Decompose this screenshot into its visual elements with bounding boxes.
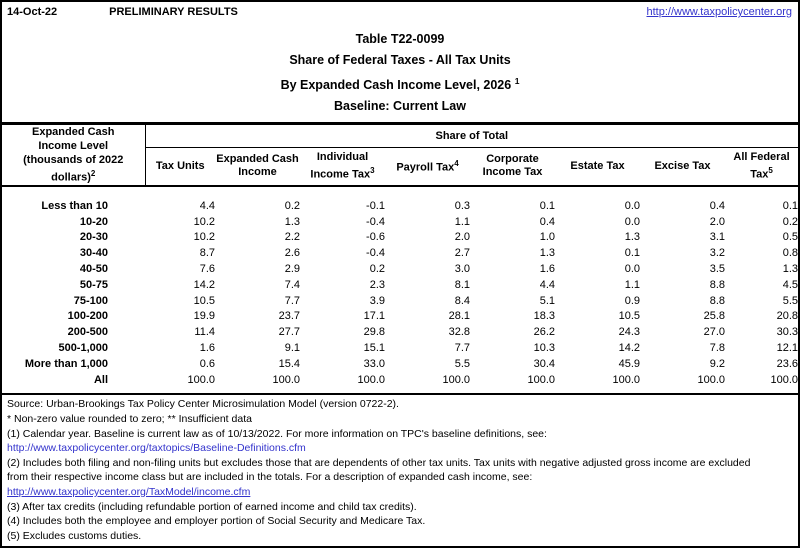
column-header — [640, 147, 725, 185]
header-line: All Federal — [733, 150, 790, 163]
value-cell: 0.3 — [454, 199, 470, 212]
value-cell: 19.9 — [193, 310, 215, 323]
value-cell: 100.0 — [357, 373, 385, 386]
report-date: 14-Oct-22 — [7, 6, 58, 18]
value-cell: 1.3 — [624, 231, 640, 244]
value-cell: 8.7 — [199, 247, 215, 260]
table-row — [2, 246, 798, 262]
value-cell: 100.0 — [272, 373, 300, 386]
footnote-ref-5: 5 — [768, 166, 773, 176]
row-label: 200-500 — [67, 326, 108, 339]
column-header — [145, 147, 215, 185]
row-label: 100-200 — [67, 310, 108, 323]
value-cell: 12.1 — [776, 341, 799, 354]
table-row — [2, 373, 798, 389]
column-header — [300, 147, 385, 185]
value-cell: 30.3 — [776, 326, 799, 339]
table-row — [2, 230, 798, 246]
row-label: 500-1,000 — [58, 341, 108, 354]
value-cell: 0.2 — [782, 215, 799, 228]
value-cell: 0.4 — [709, 199, 725, 212]
value-cell: 3.0 — [454, 263, 470, 275]
value-cell: 0.0 — [624, 215, 640, 228]
value-cell: 0.8 — [782, 247, 799, 260]
tpc-website-link[interactable]: http://www.taxpolicycenter.org — [646, 6, 792, 18]
value-cell: 5.5 — [782, 294, 799, 307]
row-label: 20-30 — [79, 231, 108, 244]
value-cell: 0.9 — [624, 294, 640, 307]
footnote-link[interactable]: http://www.taxpolicycenter.org/TaxModel/income.cfm — [7, 485, 251, 498]
top-bar — [2, 2, 798, 18]
value-cell: 4.4 — [539, 278, 555, 291]
value-cell: 0.6 — [199, 357, 215, 370]
value-cell: 2.2 — [284, 231, 300, 244]
value-cell: 0.1 — [624, 247, 640, 260]
header-line: Income Level — [38, 140, 109, 153]
preliminary-results-label: PRELIMINARY RESULTS — [109, 6, 238, 18]
footnote-line: (1) Calendar year. Baseline is current law as of 10/13/2022. For more information on TPC's baseline definitions, see: — [7, 427, 547, 440]
value-cell: 26.2 — [533, 326, 555, 339]
spacer — [2, 186, 798, 199]
value-cell: 7.8 — [709, 341, 725, 354]
header-line: Estate Tax — [570, 159, 625, 172]
value-cell: 23.7 — [278, 310, 300, 323]
value-cell: 100.0 — [187, 373, 215, 386]
value-cell: 23.6 — [776, 357, 799, 370]
value-cell: 25.8 — [703, 310, 725, 323]
header-line: Expanded Cash — [31, 126, 115, 139]
value-cell: 10.2 — [193, 215, 215, 228]
table-row — [2, 309, 798, 325]
value-cell: 0.1 — [782, 199, 799, 212]
row-label: More than 1,000 — [24, 357, 108, 370]
column-header — [215, 147, 300, 185]
value-cell: 2.0 — [709, 215, 725, 228]
footnote-line: (2) Includes both filing and non-filing units but excludes those that are dependents of other tax units. Tax units with negative adjusted gross income are excluded — [7, 456, 751, 469]
header-line: Corporate — [486, 152, 539, 165]
footnote-line: (5) Excludes customs duties. — [7, 529, 142, 542]
table-row — [2, 357, 798, 373]
value-cell: 1.1 — [454, 215, 470, 228]
value-cell: 3.1 — [709, 231, 725, 244]
value-cell: 0.1 — [539, 199, 555, 212]
value-cell: 1.6 — [539, 263, 555, 275]
value-cell: 100.0 — [612, 373, 640, 386]
table-row — [2, 325, 798, 341]
value-cell: 29.8 — [363, 326, 385, 339]
value-cell: 20.8 — [776, 310, 799, 323]
header-line: dollars)$^2$ — [51, 169, 96, 184]
value-cell: 0.0 — [624, 199, 640, 212]
table-number-title: Table T22-0099 — [355, 32, 445, 46]
header-line: Tax$^5$ — [750, 166, 773, 181]
value-cell: 2.3 — [369, 278, 385, 291]
table-row — [2, 278, 798, 294]
row-label: All — [93, 373, 108, 386]
value-cell: 0.5 — [782, 231, 799, 244]
value-cell: 8.4 — [454, 294, 470, 307]
table-row — [2, 341, 798, 357]
header-line: Expanded Cash — [216, 152, 299, 165]
value-cell: 3.5 — [709, 263, 725, 275]
value-cell: 0.2 — [369, 263, 385, 275]
header-line: Individual — [316, 150, 369, 163]
footnote-link-line — [7, 485, 793, 500]
value-cell: 15.1 — [363, 341, 385, 354]
footnote-line: (3) After tax credits (including refundable portion of earned income and child tax credits). — [7, 500, 417, 513]
value-cell: 17.1 — [363, 310, 385, 323]
share-of-total-header: Share of Total — [145, 125, 798, 147]
column-header — [470, 147, 555, 185]
row-label: 40-50 — [79, 263, 108, 275]
value-cell: 10.3 — [533, 341, 555, 354]
value-cell: -0.6 — [366, 231, 385, 244]
value-cell: 3.9 — [369, 294, 385, 307]
table-income-title — [2, 71, 798, 96]
footnote-link[interactable]: http://www.taxpolicycenter.org/taxtopics/Baseline-Definitions.cfm — [7, 442, 306, 455]
value-cell: 9.1 — [284, 341, 300, 354]
footnote-line: * Non-zero value rounded to zero; ** Insufficient data — [7, 412, 252, 425]
value-cell: 27.7 — [278, 326, 300, 339]
column-header — [385, 147, 470, 185]
header-line: Income Tax$^3$ — [310, 166, 375, 181]
value-cell: 1.0 — [539, 231, 555, 244]
value-cell: 1.6 — [199, 341, 215, 354]
row-label: Less than 10 — [41, 199, 108, 212]
value-cell: 7.6 — [199, 263, 215, 275]
value-cell: 30.4 — [533, 357, 555, 370]
value-cell: 2.0 — [454, 231, 470, 244]
title-block — [2, 29, 798, 117]
row-label: 10-20 — [79, 215, 108, 228]
value-cell: 28.1 — [448, 310, 470, 323]
value-cell: 1.3 — [782, 263, 799, 275]
footnote-ref-1: 1 — [514, 76, 520, 86]
value-cell: 32.8 — [448, 326, 470, 339]
value-cell: 7.7 — [454, 341, 470, 354]
value-cell: 100.0 — [442, 373, 470, 386]
table-income-title-text: By Expanded Cash Income Level, 2026 — [280, 78, 512, 93]
table-row — [2, 262, 798, 278]
value-cell: 7.4 — [284, 278, 300, 291]
column-header — [725, 147, 798, 185]
value-cell: 1.3 — [284, 215, 300, 228]
value-cell: -0.4 — [366, 247, 385, 260]
share-of-federal-taxes-table — [2, 125, 798, 395]
footnote-ref-2: 2 — [90, 169, 96, 179]
header-line: Tax Units — [155, 159, 205, 172]
value-cell: 24.3 — [618, 326, 640, 339]
footnote-ref-4: 4 — [454, 159, 459, 169]
value-cell: 33.0 — [363, 357, 385, 370]
value-cell: -0.4 — [366, 215, 385, 228]
value-cell: 7.7 — [284, 294, 300, 307]
value-cell: 4.4 — [199, 199, 215, 212]
value-cell: 10.2 — [193, 231, 215, 244]
value-cell: 2.6 — [284, 247, 300, 260]
header-line: Payroll Tax$^4$ — [396, 159, 459, 174]
value-cell: 10.5 — [618, 310, 640, 323]
value-cell: 8.1 — [454, 278, 470, 291]
row-label: 75-100 — [73, 294, 108, 307]
value-cell: 5.1 — [539, 294, 555, 307]
column-header — [555, 147, 640, 185]
value-cell: 9.2 — [709, 357, 725, 370]
table-row — [2, 294, 798, 310]
value-cell: -0.1 — [366, 199, 385, 212]
value-cell: 27.0 — [703, 326, 725, 339]
header-line: Income Tax — [482, 166, 543, 179]
value-cell: 8.8 — [709, 278, 725, 291]
header-line: Income — [238, 166, 277, 179]
value-cell: 14.2 — [618, 341, 640, 354]
row-label: 50-75 — [79, 278, 108, 291]
header-line: Excise Tax — [654, 159, 711, 172]
value-cell: 3.2 — [709, 247, 725, 260]
value-cell: 100.0 — [527, 373, 555, 386]
value-cell: 18.3 — [533, 310, 555, 323]
value-cell: 2.7 — [454, 247, 470, 260]
value-cell: 14.2 — [193, 278, 215, 291]
row-label: 30-40 — [79, 247, 108, 260]
footnotes-section — [2, 395, 798, 543]
footnote-line: (4) Includes both the employee and employer portion of Social Security and Medicare Tax. — [7, 515, 426, 528]
spacer — [2, 388, 798, 394]
value-cell: 100.0 — [770, 373, 799, 386]
value-cell: 0.0 — [624, 263, 640, 275]
value-cell: 5.5 — [454, 357, 470, 370]
table-subject-title: Share of Federal Taxes - All Tax Units — [289, 53, 511, 67]
income-level-column-header — [2, 125, 145, 186]
footnote-line: Source: Urban-Brookings Tax Policy Center Microsimulation Model (version 0722-2). — [7, 398, 399, 411]
value-cell: 2.9 — [284, 263, 300, 275]
footnote-line: from their respective income class but are included in the totals. For a description of expanded cash income, see: — [7, 471, 533, 484]
value-cell: 1.3 — [539, 247, 555, 260]
value-cell: 15.4 — [278, 357, 300, 370]
value-cell: 4.5 — [782, 278, 799, 291]
header-line: (thousands of 2022 — [23, 154, 124, 167]
value-cell: 10.5 — [193, 294, 215, 307]
value-cell: 1.1 — [624, 278, 640, 291]
value-cell: 11.4 — [194, 326, 215, 339]
table-row — [2, 199, 798, 215]
footnote-link-line — [7, 441, 793, 456]
value-cell: 8.8 — [709, 294, 725, 307]
value-cell: 0.4 — [539, 215, 555, 228]
value-cell: 0.2 — [284, 199, 300, 212]
footnote-ref-3: 3 — [370, 166, 375, 176]
value-cell: 45.9 — [618, 357, 640, 370]
baseline-title: Baseline: Current Law — [334, 99, 466, 114]
table-row — [2, 215, 798, 231]
value-cell: 100.0 — [697, 373, 725, 386]
